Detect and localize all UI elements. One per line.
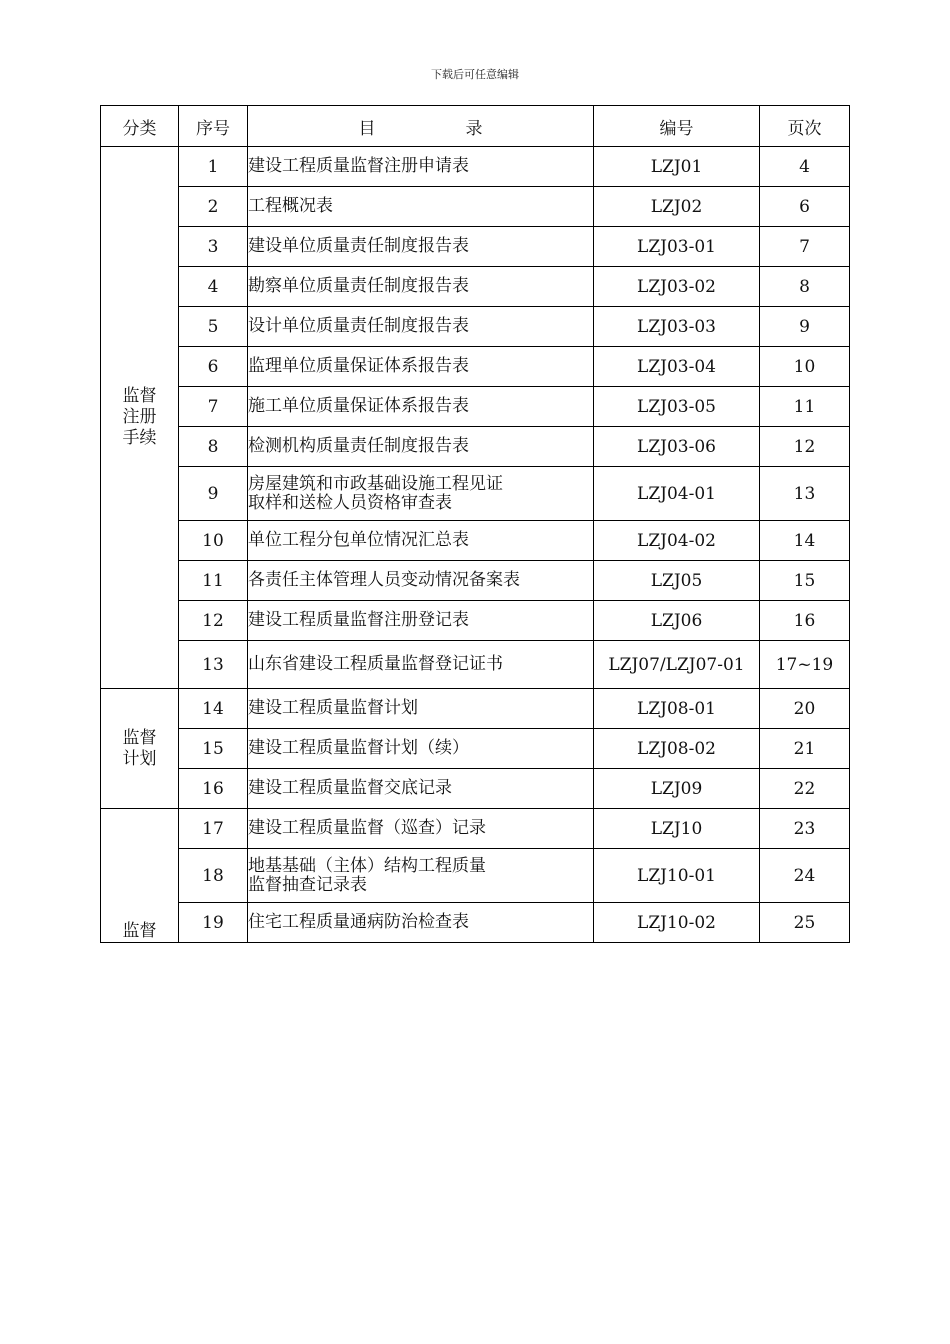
- row-index: 5: [179, 307, 248, 347]
- row-page: 12: [760, 427, 850, 467]
- row-title-line: 地基基础（主体）结构工程质量: [248, 855, 486, 876]
- table-row: [101, 849, 850, 903]
- row-page: 7: [760, 227, 850, 267]
- row-title-line: 山东省建设工程质量监督登记证书: [248, 654, 503, 674]
- row-title-line: 监理单位质量保证体系报告表: [248, 356, 469, 376]
- row-title-line: 设计单位质量责任制度报告表: [248, 316, 469, 336]
- category-cell: [101, 147, 179, 689]
- category-label-line: 手续: [122, 428, 157, 448]
- row-title-line: 检测机构质量责任制度报告表: [248, 436, 469, 456]
- row-title: [248, 347, 594, 387]
- row-title: [248, 307, 594, 347]
- row-code: LZJ08-02: [594, 729, 760, 769]
- category-label-line: 计划: [122, 748, 157, 769]
- col-category-header: 分类: [101, 106, 179, 147]
- row-index: 13: [179, 641, 248, 689]
- row-title-line: 建设工程质量监督交底记录: [248, 778, 452, 798]
- row-index: 8: [179, 427, 248, 467]
- table-row: [101, 187, 850, 227]
- row-index: 10: [179, 521, 248, 561]
- row-index: 1: [179, 147, 248, 187]
- row-title-line: 工程概况表: [248, 196, 333, 216]
- row-page: 20: [760, 689, 850, 729]
- row-code: LZJ10-01: [594, 849, 760, 903]
- row-title-line: 建设工程质量监督计划（续）: [248, 738, 469, 758]
- row-code: LZJ03-04: [594, 347, 760, 387]
- row-title: [248, 729, 594, 769]
- table-row: [101, 427, 850, 467]
- row-page: 4: [760, 147, 850, 187]
- row-code: LZJ10: [594, 809, 760, 849]
- row-page: 17~19: [760, 641, 850, 689]
- table-row: [101, 689, 850, 729]
- row-index: 9: [179, 467, 248, 521]
- col-title-left: 目: [358, 118, 376, 139]
- row-index: 17: [179, 809, 248, 849]
- table-row: [101, 641, 850, 689]
- row-title: [248, 903, 594, 943]
- row-page: 22: [760, 769, 850, 809]
- row-index: 14: [179, 689, 248, 729]
- row-code: LZJ08-01: [594, 689, 760, 729]
- row-code: LZJ05: [594, 561, 760, 601]
- row-page: 9: [760, 307, 850, 347]
- row-title: [248, 849, 594, 903]
- category-cell: [101, 689, 179, 809]
- row-title: [248, 601, 594, 641]
- row-title: [248, 427, 594, 467]
- row-code: LZJ03-01: [594, 227, 760, 267]
- category-label-line: 注册: [122, 407, 157, 427]
- row-code: LZJ04-02: [594, 521, 760, 561]
- table-row: [101, 809, 850, 849]
- row-page: 15: [760, 561, 850, 601]
- row-code: LZJ03-06: [594, 427, 760, 467]
- page-blank-area: [0, 955, 950, 1344]
- row-code: LZJ02: [594, 187, 760, 227]
- row-title-line: 住宅工程质量通病防治检查表: [248, 912, 469, 932]
- table-row: [101, 521, 850, 561]
- row-code: LZJ03-02: [594, 267, 760, 307]
- row-code: LZJ10-02: [594, 903, 760, 943]
- row-page: 10: [760, 347, 850, 387]
- row-title: [248, 561, 594, 601]
- table-row: [101, 467, 850, 521]
- row-code: LZJ07/LZJ07-01: [594, 641, 760, 689]
- category-cell: [101, 809, 179, 943]
- row-index: 19: [179, 903, 248, 943]
- row-index: 16: [179, 769, 248, 809]
- row-title: [248, 147, 594, 187]
- row-index: 7: [179, 387, 248, 427]
- row-title: [248, 809, 594, 849]
- row-title-line: 建设工程质量监督注册登记表: [248, 610, 469, 630]
- row-title-line: 取样和送检人员资格审查表: [248, 492, 452, 513]
- row-index: 3: [179, 227, 248, 267]
- table-row: [101, 601, 850, 641]
- table-row: [101, 227, 850, 267]
- col-index-header: 序号: [179, 106, 248, 147]
- row-title-line: 各责任主体管理人员变动情况备案表: [248, 570, 520, 590]
- table-row: [101, 561, 850, 601]
- row-index: 4: [179, 267, 248, 307]
- row-index: 18: [179, 849, 248, 903]
- category-label-line: 监督: [122, 921, 157, 941]
- row-page: 23: [760, 809, 850, 849]
- row-title: [248, 267, 594, 307]
- table-row: [101, 347, 850, 387]
- row-page: 11: [760, 387, 850, 427]
- row-title-line: 房屋建筑和市政基础设施工程见证: [248, 473, 503, 494]
- row-title: [248, 227, 594, 267]
- row-title-line: 建设工程质量监督注册申请表: [248, 156, 469, 176]
- row-page: 25: [760, 903, 850, 943]
- row-code: LZJ06: [594, 601, 760, 641]
- row-index: 11: [179, 561, 248, 601]
- col-title-right: 录: [465, 118, 483, 139]
- table-row: [101, 903, 850, 943]
- table-header-row: [101, 106, 850, 147]
- col-page-header: 页次: [760, 106, 850, 147]
- row-page: 21: [760, 729, 850, 769]
- table-row: [101, 387, 850, 427]
- col-title-header: [248, 106, 594, 147]
- row-index: 2: [179, 187, 248, 227]
- row-index: 15: [179, 729, 248, 769]
- row-title: [248, 689, 594, 729]
- row-code: LZJ09: [594, 769, 760, 809]
- row-code: LZJ01: [594, 147, 760, 187]
- row-page: 8: [760, 267, 850, 307]
- row-title: [248, 521, 594, 561]
- toc-body: [101, 147, 850, 943]
- row-code: LZJ03-03: [594, 307, 760, 347]
- header-note: 下载后可任意编辑: [431, 68, 519, 81]
- row-title-line: 施工单位质量保证体系报告表: [248, 396, 469, 416]
- row-title: [248, 467, 594, 521]
- row-title: [248, 187, 594, 227]
- row-page: 16: [760, 601, 850, 641]
- col-code-header: 编号: [594, 106, 760, 147]
- row-title-line: 单位工程分包单位情况汇总表: [248, 530, 469, 550]
- row-title-line: 建设单位质量责任制度报告表: [248, 236, 469, 256]
- row-title: [248, 387, 594, 427]
- row-title-line: 建设工程质量监督（巡查）记录: [248, 818, 486, 838]
- row-page: 24: [760, 849, 850, 903]
- row-index: 6: [179, 347, 248, 387]
- table-row: [101, 769, 850, 809]
- table-row: [101, 267, 850, 307]
- table-row: [101, 307, 850, 347]
- row-index: 12: [179, 601, 248, 641]
- row-page: 13: [760, 467, 850, 521]
- category-label-line: 监督: [122, 727, 157, 748]
- toc-table: [100, 105, 850, 943]
- row-title-line: 监督抽查记录表: [248, 874, 367, 895]
- table-row: [101, 729, 850, 769]
- row-title: [248, 769, 594, 809]
- row-title: [248, 641, 594, 689]
- category-label-line: 监督: [122, 386, 157, 406]
- row-page: 14: [760, 521, 850, 561]
- row-page: 6: [760, 187, 850, 227]
- row-code: LZJ04-01: [594, 467, 760, 521]
- row-code: LZJ03-05: [594, 387, 760, 427]
- row-title-line: 建设工程质量监督计划: [248, 698, 418, 718]
- row-title-line: 勘察单位质量责任制度报告表: [248, 276, 469, 296]
- table-row: [101, 147, 850, 187]
